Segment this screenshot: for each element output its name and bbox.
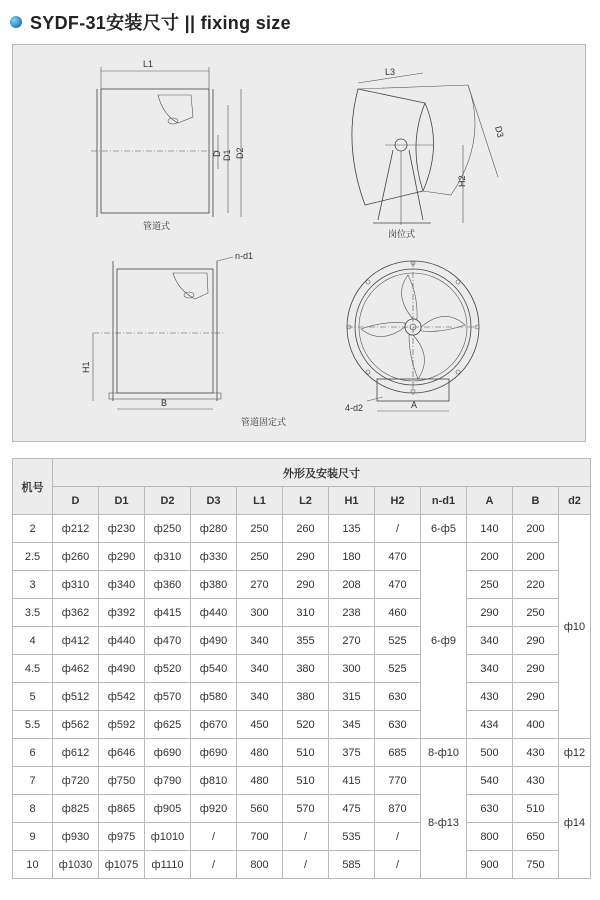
table-cell: ф250 <box>145 515 191 543</box>
table-row <box>13 599 591 627</box>
table-cell: ф230 <box>99 515 145 543</box>
table-cell: 380 <box>283 683 329 711</box>
table-cell-merged: ф14 <box>559 767 591 879</box>
table-cell: 510 <box>513 795 559 823</box>
table-row <box>13 515 591 543</box>
diagram-panel <box>12 44 586 442</box>
table-cell: ф440 <box>99 627 145 655</box>
table-row <box>13 795 591 823</box>
table-cell: / <box>375 515 421 543</box>
label-H2: H2 <box>457 175 467 187</box>
table-cell: / <box>191 823 237 851</box>
label-L3: L3 <box>385 67 396 77</box>
label-D: D <box>212 150 222 157</box>
table-cell: 560 <box>237 795 283 823</box>
column-header: L1 <box>237 487 283 515</box>
label-D1: D1 <box>222 149 232 161</box>
table-cell: 355 <box>283 627 329 655</box>
table-cell-model: 9 <box>13 823 53 851</box>
column-header: B <box>513 487 559 515</box>
table-cell: 500 <box>467 739 513 767</box>
table-cell-model: 10 <box>13 851 53 879</box>
post-type-drawing <box>352 67 506 239</box>
table-cell: 630 <box>467 795 513 823</box>
column-header: L2 <box>283 487 329 515</box>
table-cell: ф260 <box>53 543 99 571</box>
table-cell: 800 <box>237 851 283 879</box>
column-header: d2 <box>559 487 591 515</box>
table-cell: ф340 <box>99 571 145 599</box>
table-cell-model: 3.5 <box>13 599 53 627</box>
table-cell: ф570 <box>145 683 191 711</box>
label-D2: D2 <box>235 147 245 159</box>
caption-duct: 管道式 <box>143 221 171 231</box>
front-view-drawing <box>345 261 479 413</box>
duct-fixed-side-drawing <box>81 251 286 427</box>
table-cell: / <box>375 823 421 851</box>
table-cell-model: 8 <box>13 795 53 823</box>
column-header-row <box>13 487 591 515</box>
table-cell: ф392 <box>99 599 145 627</box>
table-cell-model: 5.5 <box>13 711 53 739</box>
table-cell: ф810 <box>191 767 237 795</box>
table-cell: ф790 <box>145 767 191 795</box>
table-row <box>13 571 591 599</box>
table-cell: 870 <box>375 795 421 823</box>
table-cell: ф310 <box>53 571 99 599</box>
table-cell: ф612 <box>53 739 99 767</box>
table-cell: ф412 <box>53 627 99 655</box>
table-cell: 800 <box>467 823 513 851</box>
table-row <box>13 711 591 739</box>
table-cell: ф562 <box>53 711 99 739</box>
table-cell: 135 <box>329 515 375 543</box>
table-cell-merged: ф10 <box>559 515 591 739</box>
table-cell: 208 <box>329 571 375 599</box>
table-cell: ф512 <box>53 683 99 711</box>
table-cell: 475 <box>329 795 375 823</box>
table-cell: 290 <box>283 543 329 571</box>
table-cell: 315 <box>329 683 375 711</box>
table-row <box>13 683 591 711</box>
table-cell: ф1010 <box>145 823 191 851</box>
page-title: SYDF-31安装尺寸 || fixing size <box>30 13 291 33</box>
column-header: A <box>467 487 513 515</box>
table-cell: 480 <box>237 767 283 795</box>
column-header: D3 <box>191 487 237 515</box>
table-row <box>13 767 591 795</box>
installation-diagrams <box>13 45 585 441</box>
table-cell: 585 <box>329 851 375 879</box>
table-cell: ф380 <box>191 571 237 599</box>
table-cell: ф1030 <box>53 851 99 879</box>
table-cell: 300 <box>329 655 375 683</box>
table-cell: 270 <box>237 571 283 599</box>
column-header: D1 <box>99 487 145 515</box>
label-d2: 4-d2 <box>345 403 364 413</box>
table-cell-merged: 8-ф13 <box>421 767 467 879</box>
table-cell: ф360 <box>145 571 191 599</box>
table-cell: ф720 <box>53 767 99 795</box>
table-cell: 470 <box>375 571 421 599</box>
table-cell: 340 <box>237 627 283 655</box>
table-cell: ф1075 <box>99 851 145 879</box>
table-cell: 770 <box>375 767 421 795</box>
table-cell: 300 <box>237 599 283 627</box>
table-cell: ф975 <box>99 823 145 851</box>
table-cell: 430 <box>467 683 513 711</box>
label-A: A <box>411 400 418 410</box>
table-cell: ф905 <box>145 795 191 823</box>
table-cell: 290 <box>513 627 559 655</box>
label-L1: L1 <box>143 59 154 69</box>
table-cell: 310 <box>283 599 329 627</box>
table-cell: 6-ф5 <box>421 515 467 543</box>
table-cell: 290 <box>513 655 559 683</box>
table-cell: / <box>375 851 421 879</box>
bullet-icon <box>10 16 22 28</box>
table-cell: / <box>283 823 329 851</box>
table-cell: 220 <box>513 571 559 599</box>
table-row <box>13 823 591 851</box>
table-cell: 900 <box>467 851 513 879</box>
table-cell: 480 <box>237 739 283 767</box>
table-cell: ф212 <box>53 515 99 543</box>
table-row <box>13 543 591 571</box>
table-cell: 525 <box>375 627 421 655</box>
table-cell: 430 <box>513 739 559 767</box>
table-cell: ф646 <box>99 739 145 767</box>
table-cell: 630 <box>375 683 421 711</box>
table-cell: 290 <box>467 599 513 627</box>
table-cell-model: 2 <box>13 515 53 543</box>
table-cell: ф330 <box>191 543 237 571</box>
table-cell-merged: 6-ф9 <box>421 543 467 739</box>
table-cell: 290 <box>513 683 559 711</box>
table-cell: 510 <box>283 739 329 767</box>
label-nd1: n-d1 <box>235 251 254 261</box>
table-cell: ф690 <box>145 739 191 767</box>
table-cell: / <box>283 851 329 879</box>
table-cell: 450 <box>237 711 283 739</box>
table-cell: ф310 <box>145 543 191 571</box>
table-cell: ф1110 <box>145 851 191 879</box>
table-cell: 470 <box>375 543 421 571</box>
table-cell-model: 2.5 <box>13 543 53 571</box>
table-cell: ф520 <box>145 655 191 683</box>
table-cell: 340 <box>237 655 283 683</box>
table-cell: 430 <box>513 767 559 795</box>
title-row <box>10 8 291 36</box>
table-cell: 535 <box>329 823 375 851</box>
table-row <box>13 739 591 767</box>
table-cell: ф290 <box>99 543 145 571</box>
table-cell: ф12 <box>559 739 591 767</box>
label-B: B <box>161 398 168 408</box>
table-row <box>13 851 591 879</box>
table-cell: 520 <box>283 711 329 739</box>
table-cell: / <box>191 851 237 879</box>
table-cell: ф825 <box>53 795 99 823</box>
table-cell: 200 <box>513 515 559 543</box>
table-cell: ф865 <box>99 795 145 823</box>
table-cell: 238 <box>329 599 375 627</box>
caption-duct-fixed: 管道固定式 <box>241 417 287 427</box>
table-cell: 345 <box>329 711 375 739</box>
table-cell: 340 <box>237 683 283 711</box>
table-cell: 200 <box>467 543 513 571</box>
table-cell: ф670 <box>191 711 237 739</box>
table-cell: ф280 <box>191 515 237 543</box>
table-cell: 434 <box>467 711 513 739</box>
table-cell: 415 <box>329 767 375 795</box>
table-cell-model: 4.5 <box>13 655 53 683</box>
table-cell: 140 <box>467 515 513 543</box>
table-cell: ф592 <box>99 711 145 739</box>
table-cell: 685 <box>375 739 421 767</box>
table-cell: ф625 <box>145 711 191 739</box>
table-cell: 540 <box>467 767 513 795</box>
column-header: H2 <box>375 487 421 515</box>
table-body <box>13 515 591 879</box>
table-cell: 250 <box>237 515 283 543</box>
column-header: D <box>53 487 99 515</box>
table-cell: 750 <box>513 851 559 879</box>
table-cell: 340 <box>467 627 513 655</box>
row-header: 机号 <box>13 459 53 515</box>
table-cell: 570 <box>283 795 329 823</box>
table-cell: 525 <box>375 655 421 683</box>
table-cell: 250 <box>513 599 559 627</box>
table-cell: ф750 <box>99 767 145 795</box>
table-cell: 260 <box>283 515 329 543</box>
dimension-table <box>12 458 591 879</box>
table-cell: ф490 <box>99 655 145 683</box>
table-cell: ф930 <box>53 823 99 851</box>
table-cell: 200 <box>513 543 559 571</box>
table-cell: 250 <box>467 571 513 599</box>
column-header: H1 <box>329 487 375 515</box>
table-cell: 400 <box>513 711 559 739</box>
table-cell-model: 6 <box>13 739 53 767</box>
table-row <box>13 627 591 655</box>
table-cell: ф362 <box>53 599 99 627</box>
column-header: D2 <box>145 487 191 515</box>
table-cell: 180 <box>329 543 375 571</box>
table-cell: 340 <box>467 655 513 683</box>
table-cell: ф440 <box>191 599 237 627</box>
table-cell: 8-ф10 <box>421 739 467 767</box>
group-header: 外形及安装尺寸 <box>53 459 591 487</box>
table-cell-model: 7 <box>13 767 53 795</box>
table-cell: ф470 <box>145 627 191 655</box>
table-cell: 250 <box>237 543 283 571</box>
table-row <box>13 655 591 683</box>
table-cell: 460 <box>375 599 421 627</box>
table-cell: 700 <box>237 823 283 851</box>
table-cell-model: 4 <box>13 627 53 655</box>
label-D3: D3 <box>493 124 506 139</box>
column-header: n-d1 <box>421 487 467 515</box>
table-cell: ф490 <box>191 627 237 655</box>
table-cell: ф580 <box>191 683 237 711</box>
table-cell: 290 <box>283 571 329 599</box>
table-cell: ф542 <box>99 683 145 711</box>
table-cell: ф690 <box>191 739 237 767</box>
table-cell: 630 <box>375 711 421 739</box>
table-cell: ф462 <box>53 655 99 683</box>
table-cell: ф920 <box>191 795 237 823</box>
table-cell: 510 <box>283 767 329 795</box>
duct-type-drawing <box>91 59 245 231</box>
table-cell: 650 <box>513 823 559 851</box>
table-cell: ф540 <box>191 655 237 683</box>
label-H1: H1 <box>81 361 91 373</box>
table-cell-model: 5 <box>13 683 53 711</box>
table-cell: ф415 <box>145 599 191 627</box>
dimension-table-wrap <box>12 458 586 879</box>
caption-post: 岗位式 <box>388 229 416 239</box>
table-cell-model: 3 <box>13 571 53 599</box>
table-cell: 375 <box>329 739 375 767</box>
table-cell: 380 <box>283 655 329 683</box>
table-cell: 270 <box>329 627 375 655</box>
